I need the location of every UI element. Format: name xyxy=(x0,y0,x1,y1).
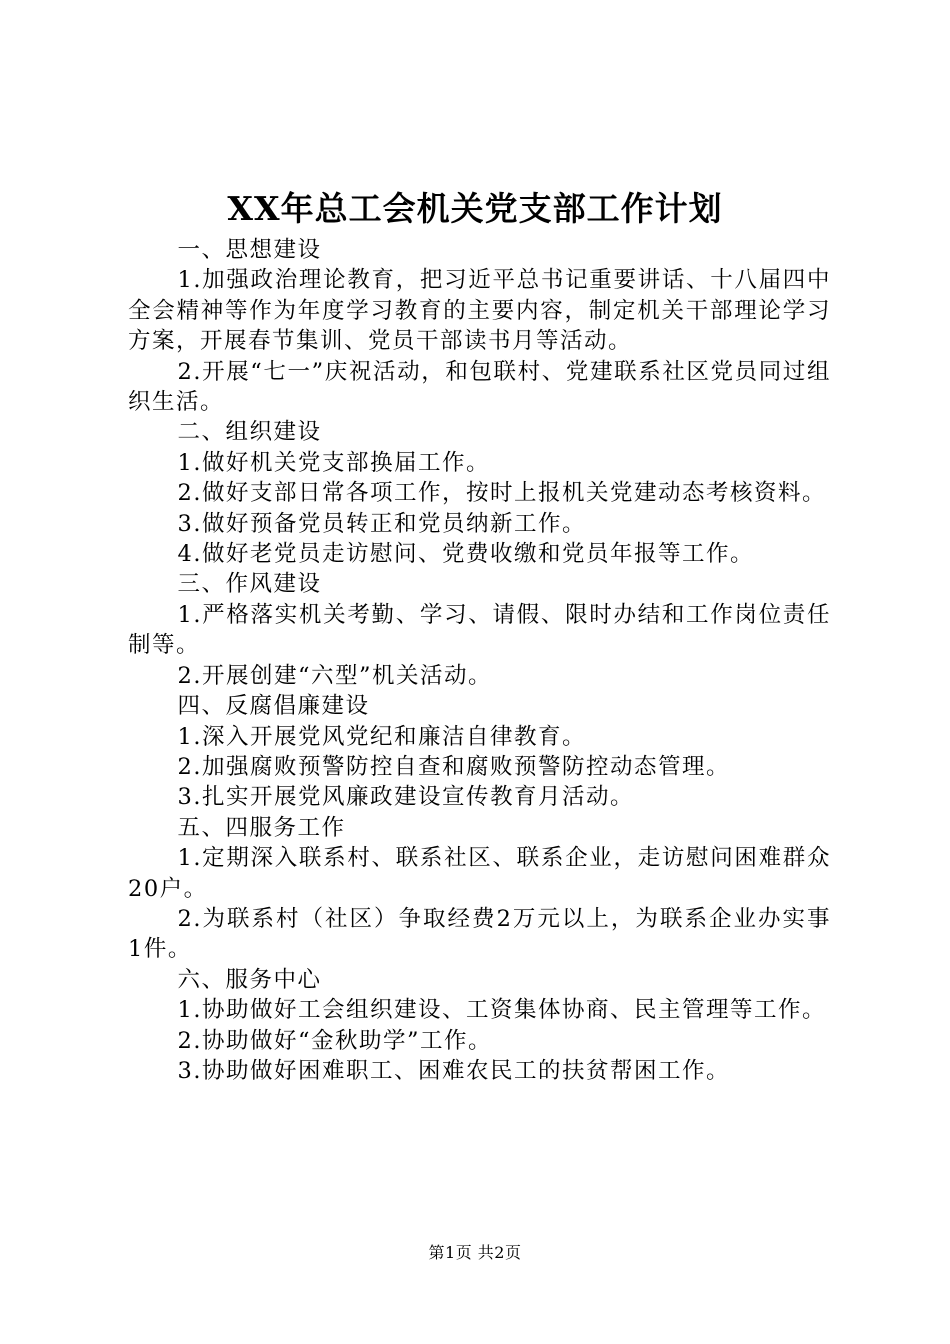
paragraph-organization-item-1: 1.做好机关党支部换届工作。 xyxy=(177,449,490,476)
section-heading-service-center: 六、服务中心 xyxy=(177,966,322,993)
paragraph-anti-corruption-item-3: 3.扎实开展党风廉政建设宣传教育月活动。 xyxy=(177,784,634,811)
paragraph-service-center-item-2: 2.协助做好“金秋助学”工作。 xyxy=(177,1027,492,1054)
paragraph-organization-item-4: 4.做好老党员走访慰问、党费收缴和党员年报等工作。 xyxy=(177,541,754,568)
document-title: XX年总工会机关党支部工作计划 xyxy=(227,189,723,228)
page-number-footer: 第1页 共2页 xyxy=(428,1243,522,1262)
paragraph-organization-item-3: 3.做好预备党员转正和党员纳新工作。 xyxy=(177,510,586,537)
paragraph-ideology-item-1: 1.加强政治理论教育，把习近平总书记重要讲话、十八届四中全会精神等作为年度学习教育的主要内容，制定机关干部理论学习方案，开展春节集训、党员干部读书月等活动。 xyxy=(128,267,831,355)
paragraph-four-services-item-1: 1.定期深入联系村、联系社区、联系企业，走访慰问困难群众20户。 xyxy=(128,845,831,902)
paragraph-anti-corruption-item-2: 2.加强腐败预警防控自查和腐败预警防控动态管理。 xyxy=(177,753,730,780)
paragraph-service-center-item-1: 1.协助做好工会组织建设、工资集体协商、民主管理等工作。 xyxy=(177,997,826,1024)
paragraph-organization-item-2: 2.做好支部日常各项工作，按时上报机关党建动态考核资料。 xyxy=(177,480,826,507)
paragraph-anti-corruption-item-1: 1.深入开展党风党纪和廉洁自律教育。 xyxy=(177,723,586,750)
paragraph-work-style-item-2: 2.开展创建“六型”机关活动。 xyxy=(177,662,492,689)
section-heading-anti-corruption: 四、反腐倡廉建设 xyxy=(177,693,370,720)
document-body xyxy=(128,235,831,1086)
paragraph-ideology-item-2: 2.开展“七一”庆祝活动，和包联村、党建联系社区党员同过组织生活。 xyxy=(128,358,831,416)
paragraph-four-services-item-2: 2.为联系村（社区）争取经费2万元以上，为联系企业办实事1件。 xyxy=(128,905,831,963)
paragraph-service-center-item-3: 3.协助做好困难职工、困难农民工的扶贫帮困工作。 xyxy=(177,1057,730,1084)
section-heading-organization: 二、组织建设 xyxy=(177,419,322,446)
paragraph-work-style-item-1: 1.严格落实机关考勤、学习、请假、限时办结和工作岗位责任制等。 xyxy=(128,601,831,659)
section-heading-ideology: 一、思想建设 xyxy=(177,237,322,263)
section-heading-four-services: 五、四服务工作 xyxy=(177,814,346,841)
section-heading-work-style: 三、作风建设 xyxy=(177,571,322,598)
